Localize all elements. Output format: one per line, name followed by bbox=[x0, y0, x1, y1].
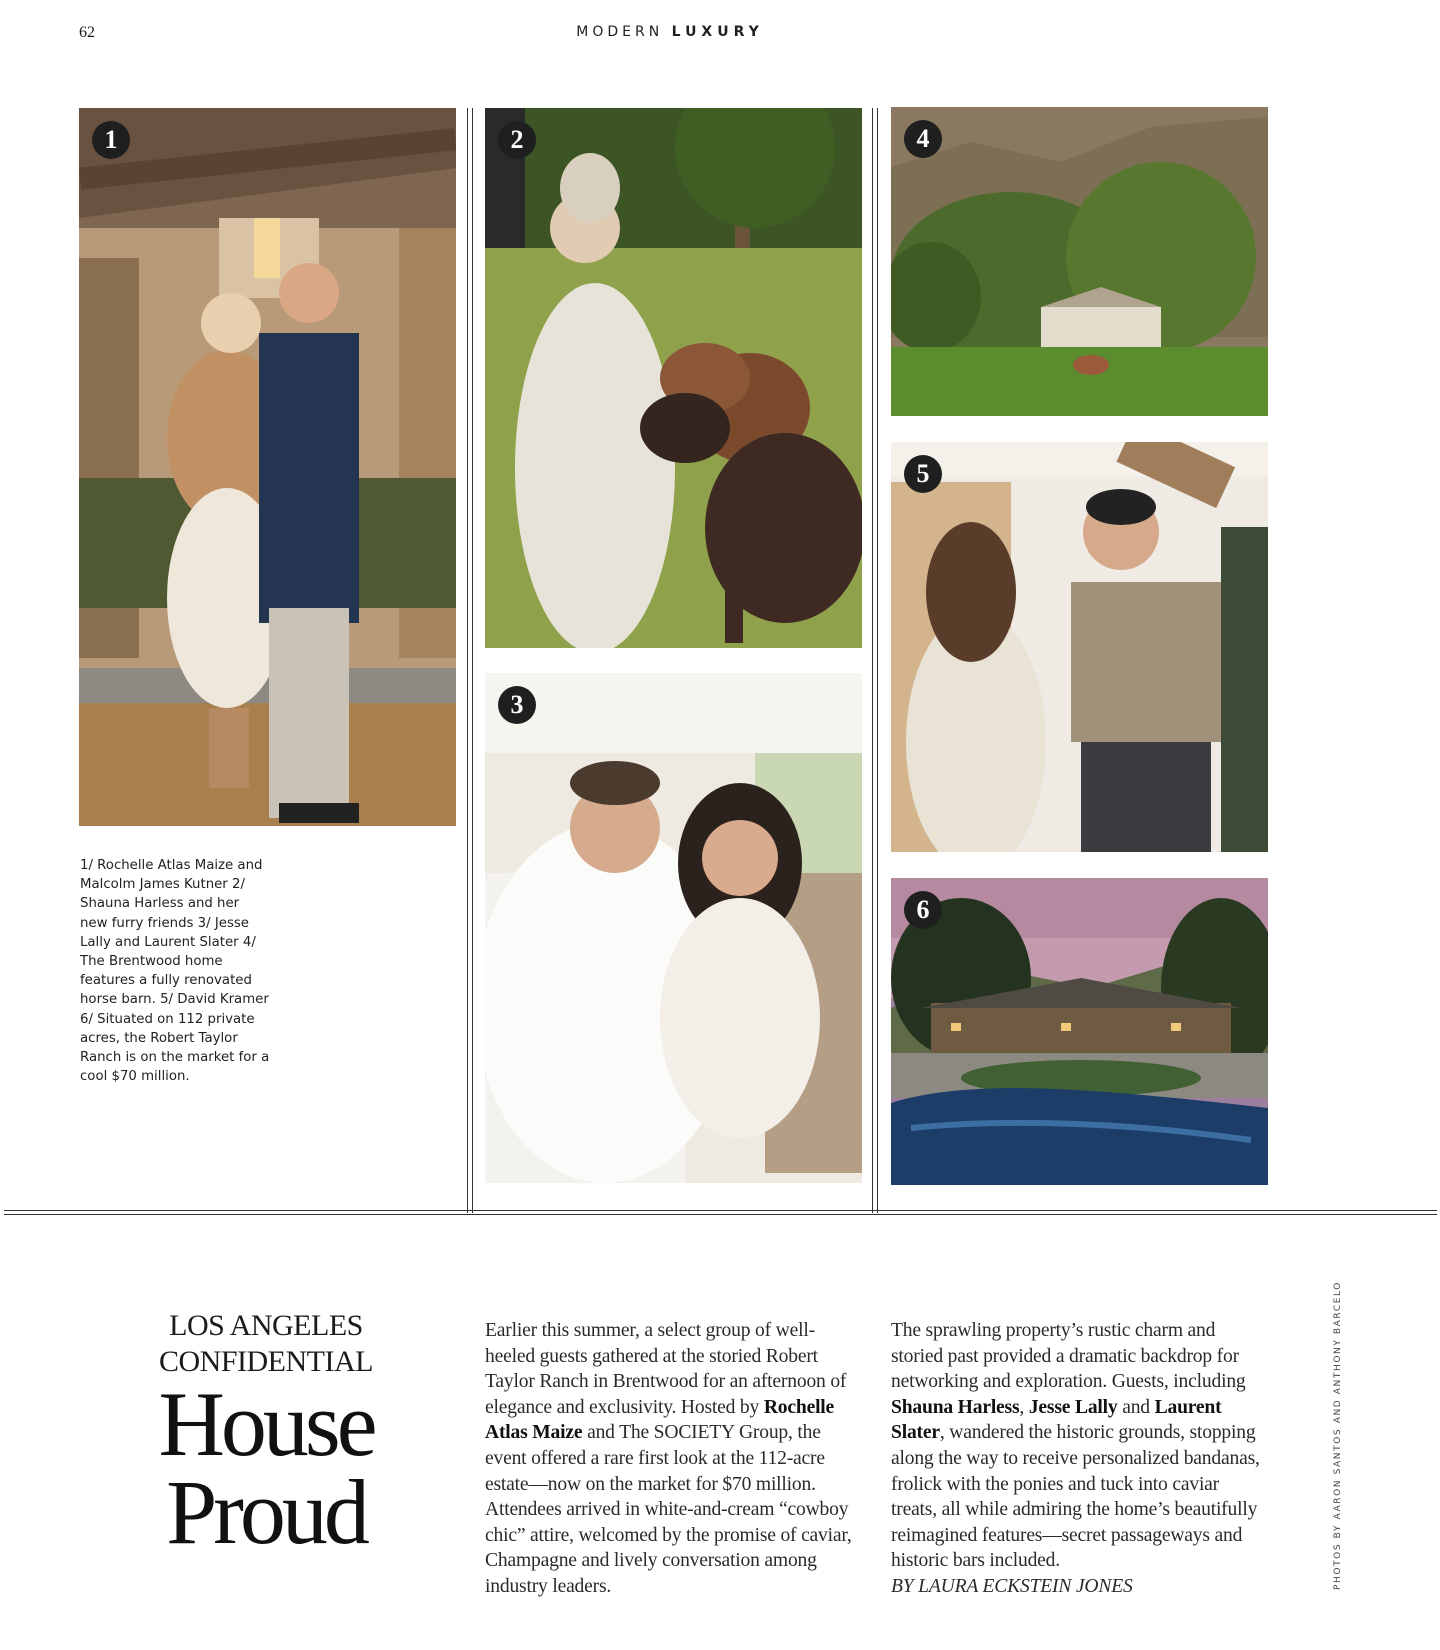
guest-name: Jesse Lally bbox=[1028, 1396, 1118, 1418]
host-name: Rochelle Atlas Maize bbox=[485, 1396, 835, 1444]
caption-item: 2/ Shauna Harless and her new furry friends bbox=[80, 877, 245, 931]
body-text: , wandered the historic grounds, stopping along the way to receive personalized bandanas, frolick with the ponies and tuck into caviar treats, all while admiring the home’s beautifully reimagined features—secret passageways and historic bars included. bbox=[891, 1422, 1260, 1572]
photo-4-image bbox=[891, 107, 1268, 416]
photo-4 bbox=[891, 107, 1268, 416]
body-text: , bbox=[1019, 1396, 1029, 1418]
magazine-masthead bbox=[0, 24, 1340, 40]
column-divider bbox=[872, 108, 878, 1213]
photo-number-badge: 6 bbox=[904, 891, 942, 929]
masthead-light: MODERN bbox=[576, 24, 664, 40]
photo-6 bbox=[891, 878, 1268, 1185]
byline: BY LAURA ECKSTEIN JONES bbox=[891, 1575, 1133, 1597]
page-number: 62 bbox=[79, 24, 95, 41]
guest-name: Shauna Harless bbox=[891, 1396, 1020, 1418]
article-body-column-1 bbox=[485, 1318, 857, 1600]
section-kicker bbox=[150, 1308, 382, 1380]
photo-3 bbox=[485, 673, 862, 1183]
title-line: House bbox=[158, 1373, 374, 1475]
section-divider bbox=[4, 1210, 1437, 1215]
article-title bbox=[140, 1373, 392, 1563]
photo-captions bbox=[80, 856, 270, 1086]
body-text: Earlier this summer, a select group of well-heeled guests gathered at the storied Robert Taylor Ranch in Brentwood for an afternoon of elegance and exclusivity. Hosted by bbox=[485, 1320, 847, 1418]
photo-2 bbox=[485, 108, 862, 648]
kicker-line: LOS ANGELES bbox=[169, 1309, 363, 1342]
caption-item: 5/ David Kramer bbox=[160, 992, 269, 1008]
title-line: Proud bbox=[166, 1461, 366, 1563]
body-text: and The SOCIETY Group, the event offered a rare first look at the 112-acre estate—now on the market for $70 million. Attendees arrived in white-and-cream “cowboy chic” attire, welcomed by the promise of caviar, Champagne and lively conversation among industry leaders. bbox=[485, 1422, 852, 1597]
guest-name: Laurent Slater bbox=[891, 1396, 1222, 1444]
photo-2-image bbox=[485, 108, 862, 648]
article-body-column-2 bbox=[891, 1318, 1263, 1600]
photo-6-image bbox=[891, 878, 1268, 1185]
photo-number-badge: 5 bbox=[904, 455, 942, 493]
body-text: The sprawling property’s rustic charm and storied past provided a dramatic backdrop for networking and exploration. Guests, including bbox=[891, 1320, 1246, 1393]
photo-1 bbox=[79, 108, 456, 826]
photo-credit: PHOTOS BY AARON SANTOS AND ANTHONY BARCELO bbox=[1333, 1281, 1343, 1590]
kicker-line: CONFIDENTIAL bbox=[159, 1345, 373, 1378]
photo-3-image bbox=[485, 673, 862, 1183]
photo-1-image bbox=[79, 108, 456, 826]
caption-item: 4/ The Brentwood home features a fully renovated horse barn. bbox=[80, 934, 256, 1008]
masthead-bold: LUXURY bbox=[671, 24, 764, 40]
body-text: and bbox=[1117, 1396, 1155, 1418]
caption-item: 1/ Rochelle Atlas Maize and Malcolm James Kutner bbox=[80, 858, 263, 893]
column-divider bbox=[467, 108, 473, 1213]
photo-5-image bbox=[891, 442, 1268, 852]
photo-number-badge: 2 bbox=[498, 121, 536, 159]
photo-number-badge: 4 bbox=[904, 120, 942, 158]
photo-number-badge: 3 bbox=[498, 686, 536, 724]
caption-item: 3/ Jesse Lally and Laurent Slater bbox=[80, 915, 249, 950]
caption-item: 6/ Situated on 112 private acres, the Robert Taylor Ranch is on the market for a cool $70 million. bbox=[80, 1011, 270, 1085]
photo-5 bbox=[891, 442, 1268, 852]
photo-number-badge: 1 bbox=[92, 121, 130, 159]
